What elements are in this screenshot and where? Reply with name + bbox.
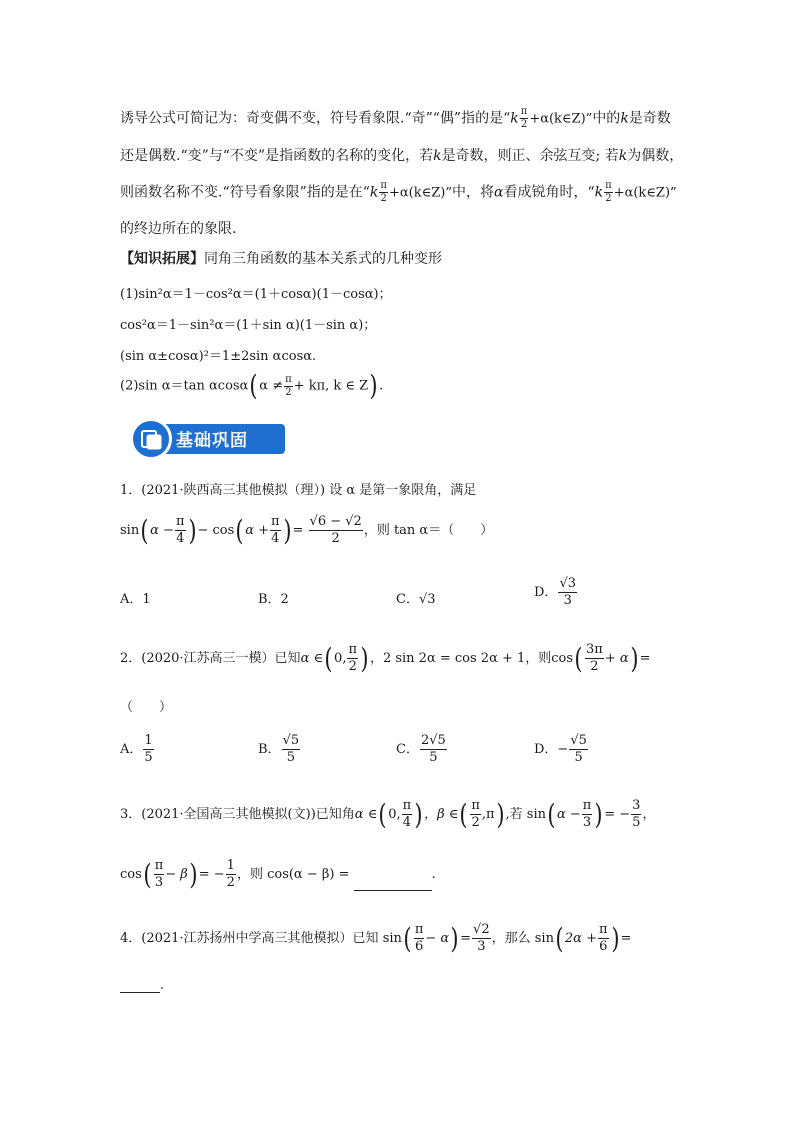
formula-1: (1)sin²α＝1－cos²α＝(1＋cosα)(1－cosα)； [120, 287, 392, 302]
formula-4: (2)sin α＝tan αcosα(α ≠ $\frac{\pi}{2}$ + kπ, k ∈ Z). [120, 369, 384, 402]
section-banner [130, 418, 285, 458]
intro-line-2: 还是偶数.“变”与“不变”是指函数的名称的变化，若k是奇数，则正、余弦互变; 若k为偶数， [120, 148, 684, 164]
intro-line-4: 的终边所在的象限. [120, 221, 237, 237]
q1-option-d: D． $\frac{√3}{3}$ [534, 576, 576, 608]
q3-stem: 3．(2021·全国高三其他模拟(文))已知角α ∈(0, $\frac{\pi}{4}$ )，β ∈( $\frac{\pi}{2}$ ,π),若 sin(α − $\frac{\pi}{3}$ )= − $\frac{3}{5}$ ， [120, 797, 656, 831]
intro-line-1: 诱导公式可简记为：奇变偶不变，符号看象限.“奇”“偶”指的是“k $\frac{\pi}{2}$ +α(k∈Z)”中的k是奇数 [120, 106, 671, 130]
q1-option-c: C．√3 [396, 592, 436, 607]
q4-answer-line: . [120, 978, 164, 993]
q2-option-c: C． $\frac{2√5}{5}$ [396, 733, 446, 765]
banner-title: 基础巩固 [176, 431, 248, 451]
q1-option-a: A．1 [120, 592, 151, 607]
formula-2: cos²α＝1－sin²α＝(1＋sin α)(1－sin α)； [120, 318, 377, 333]
q4-stem: 4．(2021·江苏扬州中学高三其他模拟）已知 sin( $\frac{\pi}{6}$ − α)= $\frac{√2}{3}$ ，那么 sin(2α + $\frac{\pi}{6}$ )= [120, 921, 632, 955]
intro-line-3: 则函数名称不变.“符号看象限”指的是在“k $\frac{\pi}{2}$ +α(k∈Z)”中，将α看成锐角时，“k $\frac{\pi}{2}$ +α(k∈Z)” [120, 180, 677, 204]
q1-expression: sin(α − $\frac{\pi}{4}$ )− cos(α + $\frac{\pi}{4}$ )= $\frac{√6 - √2}{2}$ ，则 tan α＝（ ） [120, 513, 494, 547]
q4-answer-blank[interactable] [120, 992, 160, 993]
q2-stem: 2．(2020·江苏高三一模）已知α ∈(0, $\frac{\pi}{2}$ )，2 sin 2α = cos 2α + 1，则cos( $\frac{3\pi}{2}$ + α)= [120, 641, 651, 675]
formula-3: (sin α±cosα)²＝1±2sin αcosα. [120, 349, 317, 364]
q1-stem: 1．(2021·陕西高三其他模拟（理）) 设 α 是第一象限角，满足 [120, 483, 477, 498]
book-icon [130, 418, 172, 460]
q3-answer-blank[interactable] [354, 890, 432, 891]
q3-line-2: cos( $\frac{\pi}{3}$ − β)= − $\frac{1}{2}$ ，则 cos(α − β) = . [120, 857, 436, 891]
q2-option-d: D．− $\frac{√5}{5}$ [534, 733, 587, 765]
q2-paren: （ ） [120, 700, 173, 715]
q2-option-b: B． $\frac{√5}{5}$ [258, 733, 300, 765]
q1-option-b: B．2 [258, 592, 289, 607]
expand-heading: 【知识拓展】同角三角函数的基本关系式的几种变形 [120, 251, 442, 267]
q2-option-a: A． $\frac{1}{5}$ [120, 733, 153, 765]
